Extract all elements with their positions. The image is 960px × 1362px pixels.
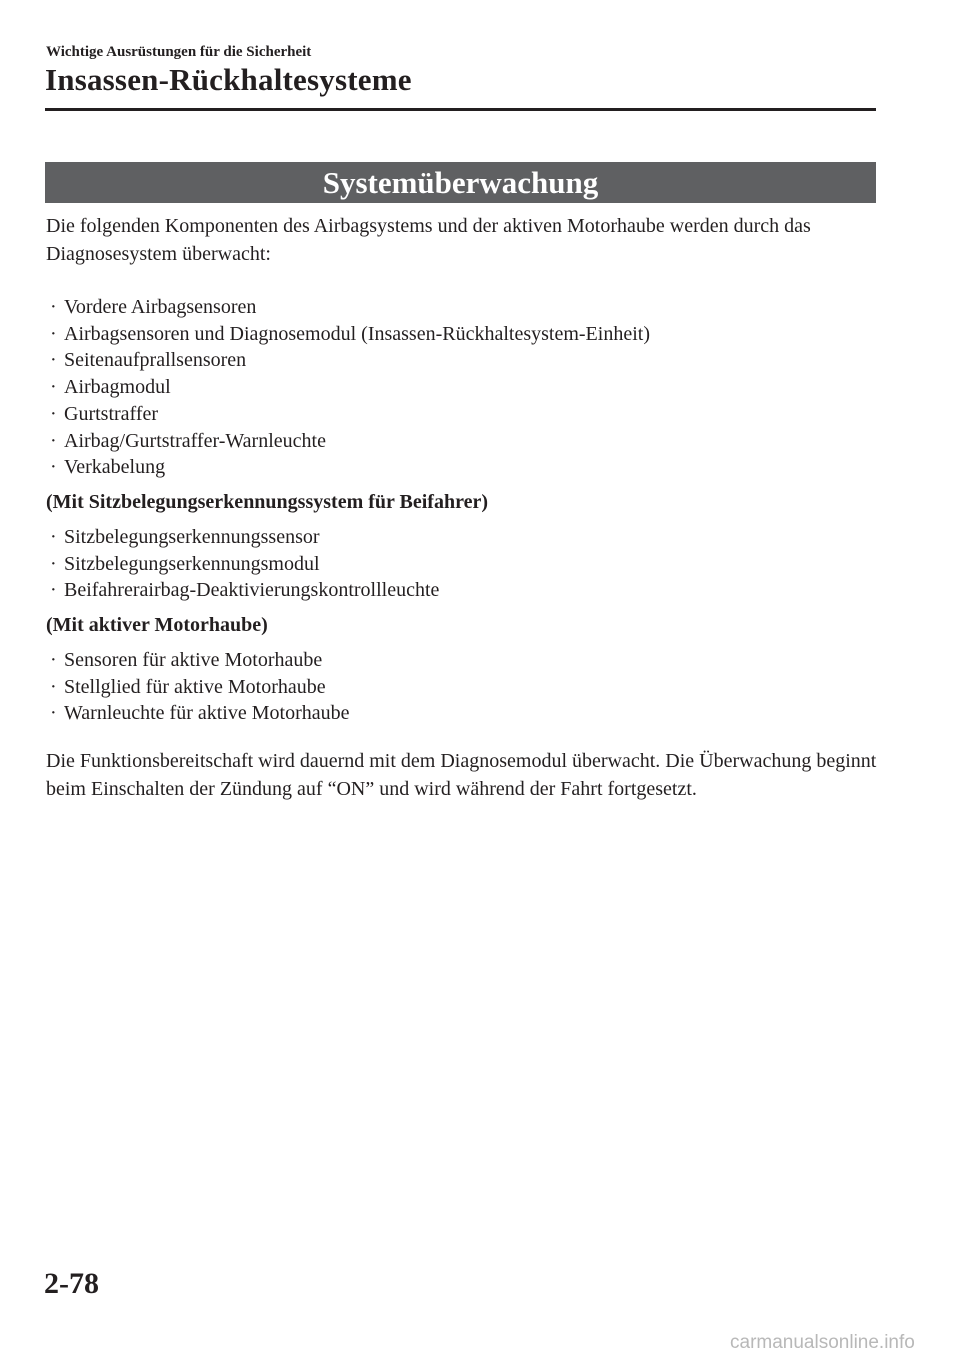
list-item: · Vordere Airbagsensoren <box>46 294 886 321</box>
occupancy-component-list <box>46 524 886 604</box>
intro-paragraph: Die folgenden Komponenten des Airbagsystems und der aktiven Motorhaube werden durch das Diagnosesystem überwacht: <box>46 215 811 265</box>
bullet-icon: · <box>50 649 57 672</box>
bullet-icon: · <box>50 675 57 698</box>
bullet-icon: · <box>50 349 57 372</box>
bullet-icon: · <box>50 429 57 452</box>
list-item: · Warnleuchte für aktive Motorhaube <box>46 700 886 727</box>
topic-banner: Systemüberwachung <box>45 162 876 203</box>
list-item: · Seitenaufprallsensoren <box>46 347 886 374</box>
list-item: · Verkabelung <box>46 454 886 481</box>
bullet-icon: · <box>50 402 57 425</box>
list-item: · Airbag/Gurtstraffer-Warnleuchte <box>46 428 886 455</box>
bullet-icon: · <box>50 296 57 318</box>
chapter-title: Wichtige Ausrüstungen für die Sicherheit <box>46 44 312 60</box>
content <box>46 212 886 803</box>
bullet-icon: · <box>50 322 57 345</box>
bullet-icon: · <box>50 579 57 602</box>
subheading-hood: (Mit aktiver Motorhaube) <box>46 614 268 637</box>
list-item: · Airbagmodul <box>46 374 886 401</box>
bullet-icon: · <box>50 552 57 575</box>
closing-paragraph: Die Funktionsbereitschaft wird dauernd mit dem Diagnosemodul überwacht. Die Überwachung beginnt beim Einschalten der Zündung auf “ON” und wird während der Fahrt fortgesetzt. <box>46 750 877 801</box>
list-item: · Sitzbelegungserkennungssensor <box>46 524 886 551</box>
list-item: · Gurtstraffer <box>46 401 886 428</box>
list-item: · Sensoren für aktive Motorhaube <box>46 647 886 674</box>
bullet-icon: · <box>50 456 57 479</box>
bullet-icon: · <box>50 702 57 725</box>
list-item: · Stellglied für aktive Motorhaube <box>46 674 886 701</box>
watermark: carmanualsonline.info <box>730 1332 915 1353</box>
list-item: · Sitzbelegungserkennungsmodul <box>46 551 886 578</box>
subheading-occupancy: (Mit Sitzbelegungserkennungssystem für Beifahrer) <box>46 490 489 513</box>
hood-component-list <box>46 647 886 727</box>
bullet-icon: · <box>50 376 57 399</box>
main-component-list <box>46 294 886 481</box>
list-item: · Airbagsensoren und Diagnosemodul (Insassen-Rückhaltesystem-Einheit) <box>46 321 886 348</box>
list-item: · Beifahrerairbag-Deaktivierungskontrollleuchte <box>46 577 886 604</box>
section-title: Insassen-Rückhaltesysteme <box>45 62 412 97</box>
bullet-icon: · <box>50 525 57 548</box>
header-rule <box>45 108 876 111</box>
page-number: 2-78 <box>44 1267 99 1300</box>
